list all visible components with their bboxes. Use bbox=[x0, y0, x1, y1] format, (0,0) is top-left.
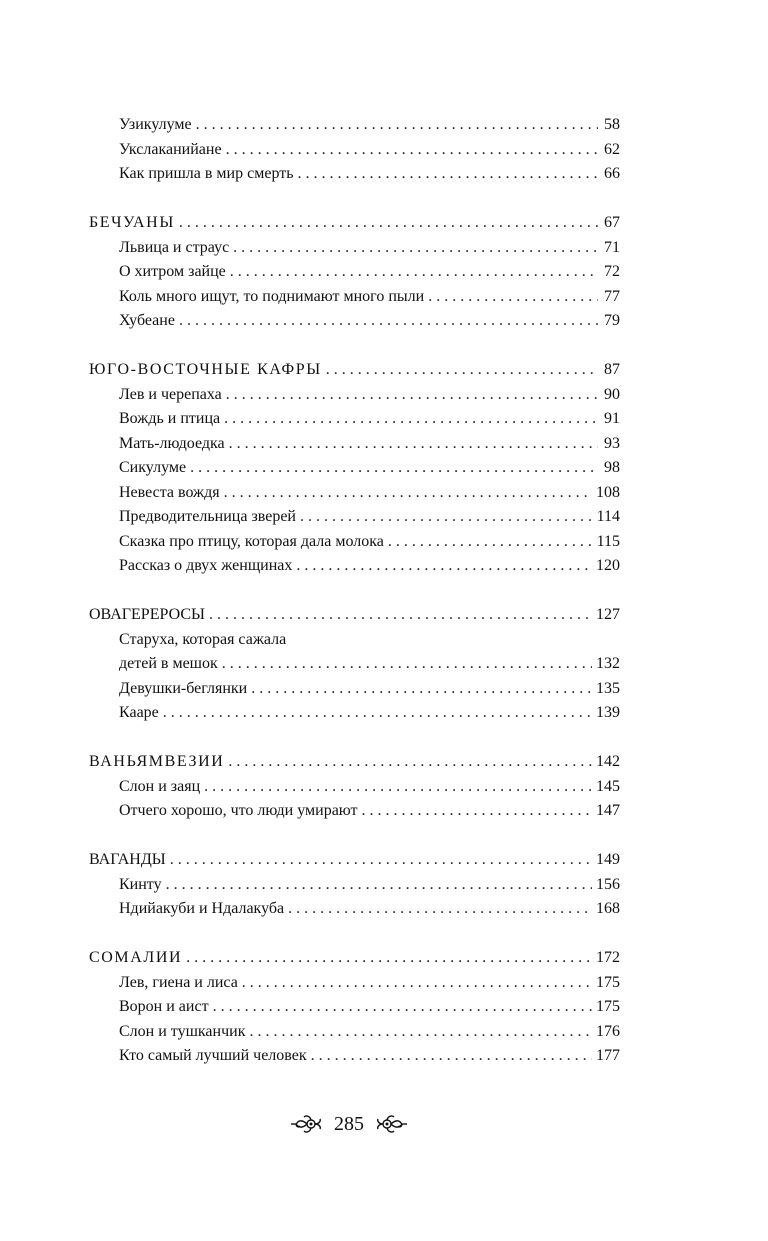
toc-entry-page: 156 bbox=[596, 875, 620, 893]
toc-section-heading[interactable] bbox=[89, 211, 620, 236]
dot-leader bbox=[224, 407, 598, 432]
dot-leader bbox=[326, 358, 598, 383]
toc-entry-page: 115 bbox=[596, 532, 620, 550]
toc-entry-page: 132 bbox=[596, 655, 620, 672]
toc-entry[interactable] bbox=[89, 530, 620, 555]
toc-section bbox=[89, 603, 620, 726]
toc-entry-title: Ворон и аист bbox=[119, 998, 209, 1015]
toc-section-page: 127 bbox=[596, 606, 620, 623]
toc-entry[interactable] bbox=[89, 407, 620, 432]
toc-entry[interactable] bbox=[89, 505, 620, 530]
toc-section-title: ОВАГЕРЕРОСЫ bbox=[89, 606, 205, 623]
toc-section-heading[interactable] bbox=[89, 750, 620, 775]
toc-entry-page: 175 bbox=[596, 973, 620, 991]
toc-entry[interactable] bbox=[89, 1044, 620, 1069]
dot-leader bbox=[242, 971, 592, 996]
toc-entry[interactable] bbox=[89, 701, 620, 726]
toc-entry[interactable] bbox=[89, 652, 620, 677]
dot-leader bbox=[229, 432, 598, 457]
dot-leader bbox=[428, 285, 598, 310]
toc-section-page: 172 bbox=[596, 949, 620, 966]
toc-entry-title: О хитром зайце bbox=[119, 263, 226, 280]
toc-section-page: 87 bbox=[604, 361, 620, 378]
dot-leader bbox=[213, 995, 592, 1020]
dot-leader bbox=[204, 775, 592, 800]
toc-section-title: ВАНЬЯМВЕЗИИ bbox=[89, 753, 225, 770]
toc-entry[interactable] bbox=[89, 799, 620, 824]
dot-leader bbox=[296, 554, 592, 579]
toc-entry-page: 176 bbox=[596, 1022, 620, 1040]
toc-entry-title-continued: детей в мешок bbox=[119, 655, 218, 672]
toc-entry-title: Лев, гиена и лиса bbox=[119, 973, 238, 991]
dot-leader bbox=[186, 946, 592, 971]
toc-entry-page: 139 bbox=[596, 704, 620, 721]
toc-entry[interactable] bbox=[89, 309, 620, 334]
toc-entry[interactable] bbox=[89, 113, 620, 138]
toc-entry-title: Хубеане bbox=[119, 312, 175, 329]
toc-section bbox=[89, 358, 620, 579]
toc-entry-page: 91 bbox=[604, 410, 620, 427]
toc-entry-title: Укслаканийане bbox=[119, 140, 222, 158]
toc-entry[interactable] bbox=[89, 897, 620, 922]
dot-leader bbox=[362, 799, 592, 824]
toc-section-heading[interactable] bbox=[89, 603, 620, 628]
toc-entry[interactable] bbox=[89, 138, 620, 163]
toc-entry-title: Коль много ищут, то поднимают много пыли bbox=[119, 287, 425, 305]
dot-leader bbox=[196, 113, 598, 138]
toc-entry[interactable] bbox=[89, 285, 620, 310]
toc-entry[interactable] bbox=[89, 873, 620, 898]
toc-entry-title: Кинту bbox=[119, 875, 162, 893]
dot-leader bbox=[224, 481, 592, 506]
toc-entry-title: Отчего хорошо, что люди умирают bbox=[119, 802, 358, 819]
dot-leader bbox=[170, 848, 592, 873]
toc-entry-page: 66 bbox=[604, 165, 620, 182]
toc-entry-page: 93 bbox=[604, 434, 620, 452]
table-of-contents bbox=[89, 113, 620, 1093]
toc-section-page: 142 bbox=[596, 753, 620, 770]
toc-entry-page: 58 bbox=[604, 116, 620, 133]
toc-entry-page: 147 bbox=[596, 802, 620, 819]
toc-entry-title: Кто самый лучший человек bbox=[119, 1047, 307, 1064]
toc-entry-title: Девушки-беглянки bbox=[119, 679, 248, 697]
toc-entry-title: Сикулуме bbox=[119, 459, 187, 476]
dot-leader bbox=[226, 138, 598, 163]
toc-entry-title: Рассказ о двух женщинах bbox=[119, 557, 293, 574]
toc-entry[interactable] bbox=[89, 554, 620, 579]
toc-section bbox=[89, 211, 620, 334]
toc-section bbox=[89, 750, 620, 824]
toc-entry[interactable] bbox=[89, 383, 620, 408]
toc-entry-title: Узикулуме bbox=[119, 116, 192, 133]
toc-entry-page: 79 bbox=[604, 312, 620, 329]
toc-entry-title: Слон и заяц bbox=[119, 777, 201, 795]
toc-entry-first-line[interactable] bbox=[89, 628, 620, 653]
toc-section bbox=[89, 946, 620, 1069]
toc-section bbox=[89, 113, 620, 187]
toc-entry[interactable] bbox=[89, 995, 620, 1020]
dot-leader bbox=[251, 677, 592, 702]
dot-leader bbox=[190, 456, 598, 481]
page-number: 285 bbox=[334, 1112, 364, 1135]
dot-leader bbox=[166, 873, 592, 898]
toc-entry-page: 114 bbox=[596, 508, 620, 525]
dot-leader bbox=[300, 505, 593, 530]
toc-entry-title: Сказка про птицу, которая дала молока bbox=[119, 532, 384, 550]
toc-entry-title: Невеста вождя bbox=[119, 483, 220, 501]
toc-entry-title: Кааре bbox=[119, 704, 159, 721]
toc-entry-title: Лев и черепаха bbox=[119, 385, 222, 403]
page-folio bbox=[0, 1112, 698, 1136]
dot-leader bbox=[288, 897, 592, 922]
toc-entry[interactable] bbox=[89, 456, 620, 481]
toc-section-page: 67 bbox=[604, 214, 620, 231]
toc-entry-page: 145 bbox=[596, 777, 620, 795]
dot-leader bbox=[179, 211, 598, 236]
toc-entry-page: 120 bbox=[596, 557, 620, 574]
toc-entry-page: 62 bbox=[604, 140, 620, 158]
toc-section-title: ЮГО-ВОСТОЧНЫЕ КАФРЫ bbox=[89, 361, 322, 378]
toc-entry[interactable] bbox=[89, 677, 620, 702]
toc-section-heading[interactable] bbox=[89, 946, 620, 971]
toc-entry-page: 98 bbox=[604, 459, 620, 476]
toc-entry-title: Ндийакуби и Ндалакуба bbox=[119, 900, 285, 917]
toc-section-title: БЕЧУАНЫ bbox=[89, 214, 175, 231]
dot-leader bbox=[163, 701, 592, 726]
toc-section-heading[interactable] bbox=[89, 358, 620, 383]
dot-leader bbox=[179, 309, 598, 334]
dot-leader bbox=[228, 750, 592, 775]
dot-leader bbox=[388, 530, 593, 555]
toc-section-title: СОМАЛИИ bbox=[89, 949, 183, 966]
dot-leader bbox=[298, 162, 598, 187]
toc-section-heading[interactable] bbox=[89, 848, 620, 873]
dot-leader bbox=[222, 652, 592, 677]
toc-entry-page: 72 bbox=[604, 263, 620, 280]
toc-entry[interactable] bbox=[89, 971, 620, 996]
toc-entry[interactable] bbox=[89, 775, 620, 800]
toc-entry-title: Мать-людоедка bbox=[119, 434, 225, 452]
dot-leader bbox=[226, 383, 598, 408]
toc-entry-page: 135 bbox=[596, 679, 620, 697]
toc-entry-page: 168 bbox=[596, 900, 620, 917]
toc-entry-title: Старуха, которая сажала bbox=[119, 630, 287, 648]
toc-entry-page: 175 bbox=[596, 998, 620, 1015]
toc-entry[interactable] bbox=[89, 236, 620, 261]
toc-entry-page: 177 bbox=[596, 1047, 620, 1064]
toc-entry[interactable] bbox=[89, 432, 620, 457]
toc-entry[interactable] bbox=[89, 481, 620, 506]
toc-entry[interactable] bbox=[89, 1020, 620, 1045]
floral-ornament-icon bbox=[289, 1112, 323, 1136]
dot-leader bbox=[249, 1020, 592, 1045]
toc-entry-page: 77 bbox=[604, 287, 620, 305]
dot-leader bbox=[209, 603, 592, 628]
toc-section-title: ВАГАНДЫ bbox=[89, 851, 166, 868]
toc-section-page: 149 bbox=[596, 851, 620, 868]
floral-ornament-icon bbox=[375, 1112, 409, 1136]
dot-leader bbox=[233, 236, 598, 261]
toc-entry-title: Как пришла в мир смерть bbox=[119, 165, 294, 182]
toc-entry-page: 71 bbox=[604, 238, 620, 256]
toc-entry[interactable] bbox=[89, 162, 620, 187]
toc-entry-title: Слон и тушканчик bbox=[119, 1022, 246, 1040]
toc-entry-title: Вождь и птица bbox=[119, 410, 221, 427]
toc-entry-page: 108 bbox=[596, 483, 620, 501]
dot-leader bbox=[311, 1044, 592, 1069]
toc-entry-title: Предводительница зверей bbox=[119, 508, 296, 525]
toc-section bbox=[89, 848, 620, 922]
toc-entry-page: 90 bbox=[604, 385, 620, 403]
toc-entry-title: Львица и страус bbox=[119, 238, 230, 256]
dot-leader bbox=[230, 260, 598, 285]
toc-entry[interactable] bbox=[89, 260, 620, 285]
